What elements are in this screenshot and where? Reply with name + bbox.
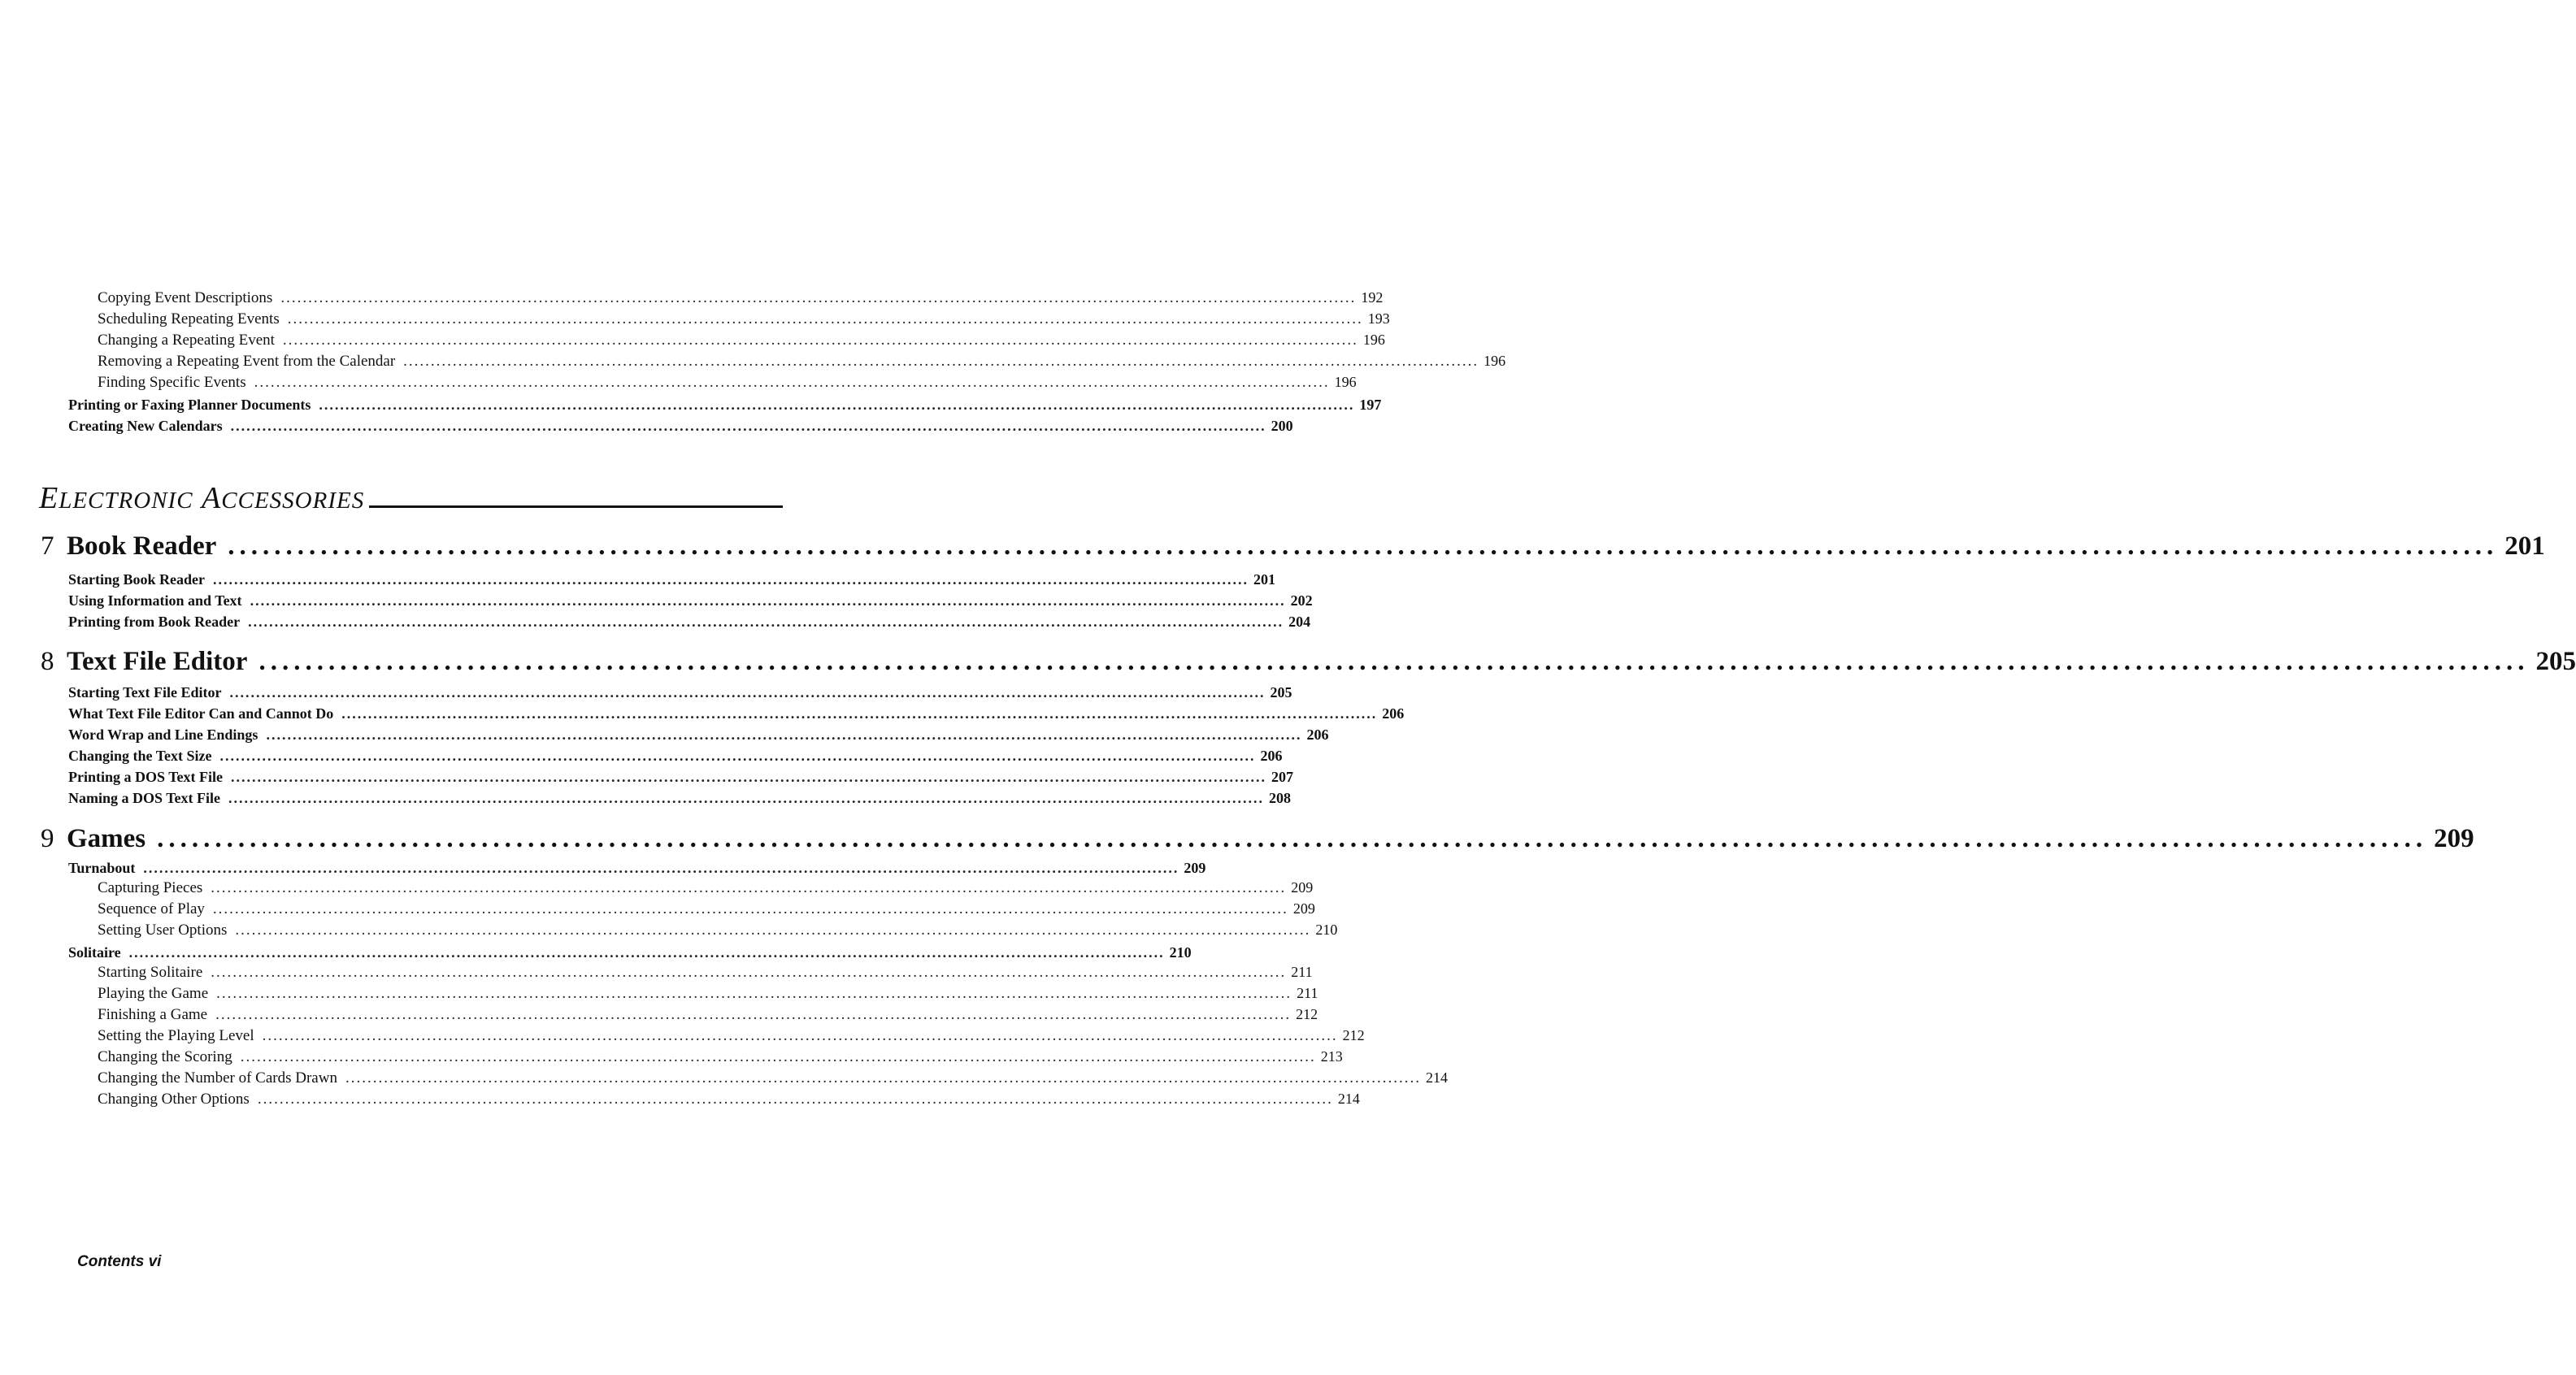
toc-entry bbox=[68, 727, 1329, 748]
dot-leader: .................................................................................................................................................................................................... bbox=[157, 824, 2428, 853]
toc-entry-label: Setting the Playing Level bbox=[98, 1027, 254, 1044]
toc-entry-label: Scheduling Repeating Events bbox=[98, 310, 280, 327]
toc-entry bbox=[68, 769, 1294, 790]
toc-entry-page: 192 bbox=[1361, 289, 1384, 306]
chapter-page: 209 bbox=[2434, 824, 2474, 853]
toc-entry-page: 209 bbox=[1291, 879, 1314, 896]
chapter-title: Book Reader bbox=[67, 531, 217, 561]
chapter-title: Games bbox=[67, 824, 146, 853]
dot-leader: .................................................................................................................................................................................................... bbox=[215, 1006, 1292, 1023]
toc-entry bbox=[98, 1069, 1448, 1091]
toc-entry-label: Naming a DOS Text File bbox=[68, 790, 221, 806]
toc-entry-page: 212 bbox=[1296, 1006, 1318, 1022]
dot-leader: .................................................................................................................................................................................................... bbox=[254, 374, 1330, 391]
toc-entry-label: Creating New Calendars bbox=[68, 418, 223, 434]
toc-entry bbox=[68, 748, 1283, 769]
dot-leader: .................................................................................................................................................................................................... bbox=[211, 964, 1287, 981]
dot-leader: .................................................................................................................................................................................................... bbox=[219, 748, 1256, 764]
dot-leader: .................................................................................................................................................................................................... bbox=[235, 922, 1311, 939]
dot-leader: .................................................................................................................................................................................................... bbox=[258, 647, 2530, 676]
chapter-page: 205 bbox=[2535, 647, 2576, 676]
toc-entry bbox=[98, 922, 1338, 943]
toc-entry-label: What Text File Editor Can and Cannot Do bbox=[68, 705, 334, 722]
toc-entry bbox=[68, 944, 1192, 965]
toc-entry-page: 210 bbox=[1315, 922, 1338, 938]
toc-entry bbox=[98, 332, 1385, 353]
dot-leader: .................................................................................................................................................................................................... bbox=[287, 310, 1363, 327]
toc-entry-label: Word Wrap and Line Endings bbox=[68, 727, 258, 743]
toc-entry bbox=[98, 353, 1506, 374]
toc-entry-page: 213 bbox=[1320, 1048, 1343, 1065]
dot-leader: .................................................................................................................................................................................................... bbox=[282, 332, 1358, 349]
toc-entry-page: 196 bbox=[1362, 332, 1385, 348]
dot-leader: .................................................................................................................................................................................................... bbox=[341, 705, 1378, 722]
toc-entry bbox=[98, 879, 1314, 900]
toc-entry bbox=[98, 310, 1390, 332]
toc-entry bbox=[68, 860, 1206, 881]
dot-leader: .................................................................................................................................................................................................... bbox=[231, 769, 1267, 785]
toc-entry-page: 204 bbox=[1288, 614, 1311, 630]
dot-leader: .................................................................................................................................................................................................... bbox=[212, 900, 1288, 917]
toc-entry-page: 205 bbox=[1270, 684, 1292, 701]
toc-entry-label: Starting Text File Editor bbox=[68, 684, 222, 701]
toc-entry-page: 206 bbox=[1382, 705, 1405, 722]
dot-leader: .................................................................................................................................................................................................... bbox=[230, 418, 1266, 434]
toc-entry bbox=[68, 614, 1311, 635]
toc-entry-label: Solitaire bbox=[68, 944, 121, 961]
toc-entry-page: 211 bbox=[1291, 964, 1313, 980]
toc-entry-label: Turnabout bbox=[68, 860, 136, 876]
toc-entry bbox=[68, 592, 1313, 614]
toc-entry-page: 211 bbox=[1297, 985, 1318, 1001]
toc-entry-page: 196 bbox=[1483, 353, 1506, 369]
toc-entry-page: 209 bbox=[1184, 860, 1206, 876]
dot-leader: .................................................................................................................................................................................................... bbox=[128, 944, 1165, 961]
toc-entry bbox=[68, 571, 1275, 592]
toc-entry bbox=[98, 1048, 1343, 1069]
toc-entry bbox=[98, 1091, 1360, 1112]
dot-leader: .................................................................................................................................................................................................... bbox=[319, 397, 1355, 413]
chapter-heading bbox=[41, 824, 2474, 860]
toc-entry-page: 214 bbox=[1337, 1091, 1360, 1107]
toc-entry bbox=[98, 964, 1313, 985]
chapter-title: Text File Editor bbox=[67, 647, 248, 676]
dot-leader: .................................................................................................................................................................................................... bbox=[248, 614, 1284, 630]
section-title-rest: LECTRONIC bbox=[59, 488, 193, 514]
chapter-heading bbox=[41, 647, 2576, 683]
toc-entry-label: Capturing Pieces bbox=[98, 879, 203, 896]
toc-entry-label: Printing a DOS Text File bbox=[68, 769, 224, 785]
chapter-number: 7 bbox=[41, 531, 54, 561]
section-rule bbox=[369, 505, 783, 508]
toc-entry bbox=[98, 1027, 1365, 1048]
toc-entry bbox=[68, 684, 1292, 705]
dot-leader: .................................................................................................................................................................................................... bbox=[229, 684, 1266, 701]
toc-entry-label: Using Information and Text bbox=[68, 592, 242, 609]
toc-entry-label: Printing from Book Reader bbox=[68, 614, 241, 630]
toc-entry-label: Changing Other Options bbox=[98, 1091, 250, 1108]
dot-leader: .................................................................................................................................................................................................... bbox=[262, 1027, 1338, 1044]
toc-entry-label: Setting User Options bbox=[98, 922, 228, 939]
toc-entry-page: 207 bbox=[1271, 769, 1294, 785]
toc-entry-page: 209 bbox=[1292, 900, 1315, 917]
toc-entry bbox=[98, 1006, 1318, 1027]
chapter-heading bbox=[41, 531, 2545, 567]
toc-entry-label: Starting Solitaire bbox=[98, 964, 203, 981]
toc-entry-label: Finishing a Game bbox=[98, 1006, 208, 1023]
toc-entry-label: Sequence of Play bbox=[98, 900, 205, 917]
dot-leader: .................................................................................................................................................................................................... bbox=[280, 289, 1357, 306]
toc-entry bbox=[68, 418, 1293, 439]
toc-entry-label: Playing the Game bbox=[98, 985, 209, 1002]
dot-leader: .................................................................................................................................................................................................... bbox=[250, 592, 1286, 609]
toc-entry bbox=[98, 900, 1315, 922]
toc-entry bbox=[98, 374, 1357, 395]
toc-entry-page: 201 bbox=[1253, 571, 1275, 588]
dot-leader: .................................................................................................................................................................................................... bbox=[403, 353, 1479, 370]
toc-entry-page: 202 bbox=[1290, 592, 1313, 609]
chapter-page: 201 bbox=[2504, 531, 2545, 561]
chapter-number: 9 bbox=[41, 824, 54, 853]
toc-entry-page: 206 bbox=[1306, 727, 1329, 743]
dot-leader: .................................................................................................................................................................................................... bbox=[216, 985, 1292, 1002]
toc-entry-page: 214 bbox=[1425, 1069, 1448, 1086]
toc-entry-label: Finding Specific Events bbox=[98, 374, 246, 391]
toc-entry-label: Starting Book Reader bbox=[68, 571, 205, 588]
dot-leader: .................................................................................................................................................................................................... bbox=[211, 879, 1287, 896]
toc-entry-label: Changing the Scoring bbox=[98, 1048, 232, 1065]
toc-entry-page: 193 bbox=[1367, 310, 1390, 327]
toc-entry bbox=[98, 985, 1318, 1006]
dot-leader: .................................................................................................................................................................................................... bbox=[143, 860, 1179, 876]
dot-leader: .................................................................................................................................................................................................... bbox=[345, 1069, 1421, 1087]
section-title bbox=[39, 480, 369, 516]
dot-leader: .................................................................................................................................................................................................... bbox=[228, 531, 2499, 561]
toc-entry bbox=[98, 289, 1384, 310]
section-title-initial: A bbox=[202, 481, 222, 515]
dot-leader: .................................................................................................................................................................................................... bbox=[257, 1091, 1333, 1108]
toc-entry bbox=[68, 397, 1382, 418]
toc-entry-label: Changing the Number of Cards Drawn bbox=[98, 1069, 337, 1087]
toc-entry-page: 196 bbox=[1334, 374, 1357, 390]
toc-entry bbox=[68, 790, 1292, 811]
section-title-initial: E bbox=[39, 481, 59, 515]
toc-entry-label: Changing the Text Size bbox=[68, 748, 212, 764]
toc-entry-page: 208 bbox=[1269, 790, 1292, 806]
section-heading bbox=[39, 475, 783, 516]
toc-entry bbox=[68, 705, 1405, 727]
dot-leader: .................................................................................................................................................................................................... bbox=[266, 727, 1302, 743]
dot-leader: .................................................................................................................................................................................................... bbox=[213, 571, 1249, 588]
toc-entry-label: Changing a Repeating Event bbox=[98, 332, 275, 349]
chapter-number: 8 bbox=[41, 647, 54, 676]
toc-entry-label: Printing or Faxing Planner Documents bbox=[68, 397, 311, 413]
toc-entry-page: 206 bbox=[1260, 748, 1283, 764]
toc-entry-label: Removing a Repeating Event from the Calendar bbox=[98, 353, 396, 370]
dot-leader: .................................................................................................................................................................................................... bbox=[240, 1048, 1316, 1065]
toc-entry-label: Copying Event Descriptions bbox=[98, 289, 273, 306]
toc-entry-page: 197 bbox=[1359, 397, 1382, 413]
section-title-rest: CCESSORIES bbox=[221, 488, 365, 514]
toc-entry-page: 200 bbox=[1271, 418, 1293, 434]
page-footer: Contents vi bbox=[77, 1253, 162, 1270]
toc-entry-page: 210 bbox=[1169, 944, 1192, 961]
toc-entry-page: 212 bbox=[1342, 1027, 1365, 1043]
dot-leader: .................................................................................................................................................................................................... bbox=[228, 790, 1265, 806]
